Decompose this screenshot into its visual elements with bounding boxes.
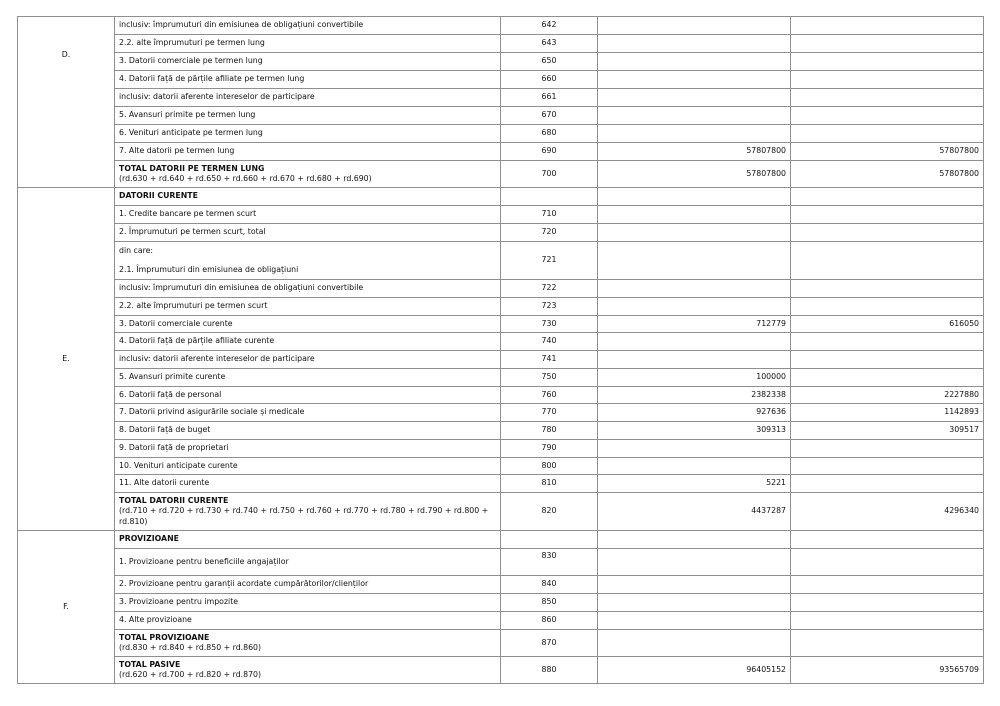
row-code: 790 [501, 439, 598, 457]
value-column-2-cell [791, 206, 984, 224]
row-formula: (rd.620 + rd.700 + rd.820 + rd.870) [119, 670, 262, 679]
table-row [18, 475, 984, 493]
row-label: 3. Provizioane pentru impozite [115, 594, 501, 612]
value-column-1-cell: 2382338 [598, 386, 791, 404]
value-column-2-cell: 57807800 [791, 143, 984, 161]
value-column-1-cell: 96405152 [598, 657, 791, 684]
row-intro: din care: [119, 245, 154, 255]
row-label: 7. Alte datorii pe termen lung [115, 143, 501, 161]
table-row [18, 549, 984, 576]
value-column-2-cell [791, 351, 984, 369]
row-label: 6. Datorii față de personal [115, 386, 501, 404]
table-row [18, 35, 984, 53]
table-row-total [18, 493, 984, 531]
section-letter: E. [18, 188, 115, 531]
row-label: 2. Împrumuturi pe termen scurt, total [115, 224, 501, 242]
row-label: 4. Alte provizioane [115, 612, 501, 630]
row-label: 6. Venituri anticipate pe termen lung [115, 125, 501, 143]
row-label: 10. Venituri anticipate curente [115, 457, 501, 475]
row-label: 1. Provizioane pentru beneficiile angajaților [115, 549, 501, 576]
row-code: 680 [501, 125, 598, 143]
value-column-1-cell: 4437287 [598, 493, 791, 531]
row-code: 730 [501, 315, 598, 333]
row-code: 840 [501, 576, 598, 594]
row-label: 2.2. alte împrumuturi pe termen lung [115, 35, 501, 53]
value-column-2-cell: 2227880 [791, 386, 984, 404]
row-code: 660 [501, 71, 598, 89]
row-code: 810 [501, 475, 598, 493]
table-row [18, 333, 984, 351]
row-label: 11. Alte datorii curente [115, 475, 501, 493]
row-label: 5. Avansuri primite pe termen lung [115, 107, 501, 125]
row-code: 720 [501, 224, 598, 242]
value-column-1-cell [598, 297, 791, 315]
row-code: 870 [501, 630, 598, 657]
value-column-1-cell: 57807800 [598, 161, 791, 188]
row-code: 850 [501, 594, 598, 612]
value-column-1-cell [598, 53, 791, 71]
row-label: inclusiv: datorii aferente intereselor de participare [115, 351, 501, 369]
value-column-1-cell [598, 280, 791, 298]
row-formula: (rd.710 + rd.720 + rd.730 + rd.740 + rd.750 + rd.760 + rd.770 + rd.780 + rd.790 + rd.800 + rd.810) [119, 506, 489, 526]
value-column-1-cell [598, 71, 791, 89]
value-column-2-cell [791, 439, 984, 457]
row-label: inclusiv: împrumuturi din emisiunea de obligațiuni convertibile [115, 280, 501, 298]
table-row-header [18, 531, 984, 549]
row-label [115, 630, 501, 657]
row-code: 830 [501, 549, 598, 576]
value-column-2-cell: 57807800 [791, 161, 984, 188]
value-column-2-cell [791, 333, 984, 351]
value-column-2-cell [791, 17, 984, 35]
value-column-1-cell: 309313 [598, 422, 791, 440]
table-row [18, 594, 984, 612]
table-row-total [18, 630, 984, 657]
row-code: 650 [501, 53, 598, 71]
table-row [18, 107, 984, 125]
value-column-1-cell [598, 206, 791, 224]
row-code: 690 [501, 143, 598, 161]
value-column-2-cell [791, 368, 984, 386]
value-column-2-cell: 1142893 [791, 404, 984, 422]
row-label [115, 493, 501, 531]
value-column-2-cell [791, 612, 984, 630]
row-title: DATORII CURENTE [119, 191, 198, 201]
value-column-2-cell: 309517 [791, 422, 984, 440]
value-column-2-cell [791, 89, 984, 107]
row-label: 5. Avansuri primite curente [115, 368, 501, 386]
value-column-1-cell: 57807800 [598, 143, 791, 161]
row-code: 740 [501, 333, 598, 351]
value-column-1-cell [598, 549, 791, 576]
row-label: 2. Provizioane pentru garanții acordate cumpărătorilor/clienților [115, 576, 501, 594]
table-row-header [18, 188, 984, 206]
value-column-1-cell [598, 457, 791, 475]
row-code: 722 [501, 280, 598, 298]
value-column-2-cell: 93565709 [791, 657, 984, 684]
value-column-1-cell [598, 630, 791, 657]
row-label: inclusiv: împrumuturi din emisiunea de obligațiuni convertibile [115, 17, 501, 35]
value-column-2-cell [791, 224, 984, 242]
value-column-2-cell [791, 549, 984, 576]
row-sublabel: 2.1. Împrumuturi din emisiunea de obligațiuni [119, 264, 299, 274]
value-column-2-cell [791, 576, 984, 594]
row-code: 721 [501, 242, 598, 280]
row-code: 880 [501, 657, 598, 684]
row-code: 750 [501, 368, 598, 386]
table-row [18, 386, 984, 404]
table-row-total [18, 161, 984, 188]
section-e [18, 188, 984, 531]
table-row [18, 242, 984, 280]
table-row [18, 125, 984, 143]
row-label: 1. Credite bancare pe termen scurt [115, 206, 501, 224]
row-code: 643 [501, 35, 598, 53]
table-row [18, 71, 984, 89]
value-column-1-cell [598, 612, 791, 630]
value-column-1-cell [598, 17, 791, 35]
row-code [501, 531, 598, 549]
value-column-2-cell [791, 594, 984, 612]
table-row [18, 368, 984, 386]
value-column-1-cell [598, 224, 791, 242]
balance-sheet-table [17, 16, 984, 684]
row-code: 642 [501, 17, 598, 35]
table-row [18, 439, 984, 457]
value-column-2-cell [791, 53, 984, 71]
section-letter: D. [18, 17, 115, 188]
row-code: 741 [501, 351, 598, 369]
section-letter: F. [18, 531, 115, 684]
row-label: 2.2. alte împrumuturi pe termen scurt [115, 297, 501, 315]
value-column-1-cell [598, 594, 791, 612]
row-label: 4. Datorii față de părțile afiliate curente [115, 333, 501, 351]
value-column-2-cell [791, 297, 984, 315]
table-row [18, 280, 984, 298]
value-column-1-cell [598, 242, 791, 280]
value-column-2-cell [791, 35, 984, 53]
row-label: inclusiv: datorii aferente intereselor de participare [115, 89, 501, 107]
value-column-1-cell [598, 188, 791, 206]
row-title: TOTAL PROVIZIOANE [119, 632, 210, 642]
table-row [18, 53, 984, 71]
row-code [501, 188, 598, 206]
row-label [115, 188, 501, 206]
row-code: 780 [501, 422, 598, 440]
row-code: 661 [501, 89, 598, 107]
value-column-1-cell [598, 107, 791, 125]
table-row [18, 457, 984, 475]
row-formula: (rd.630 + rd.640 + rd.650 + rd.660 + rd.670 + rd.680 + rd.690) [119, 174, 372, 183]
row-label: 8. Datorii față de buget [115, 422, 501, 440]
value-column-1-cell [598, 439, 791, 457]
section-f [18, 531, 984, 684]
value-column-2-cell [791, 125, 984, 143]
row-title: TOTAL DATORII PE TERMEN LUNG [119, 163, 265, 173]
row-label [115, 531, 501, 549]
row-code: 710 [501, 206, 598, 224]
value-column-1-cell [598, 35, 791, 53]
row-label: 4. Datorii față de părțile afiliate pe termen lung [115, 71, 501, 89]
table-row [18, 422, 984, 440]
value-column-1-cell: 927636 [598, 404, 791, 422]
table-row [18, 224, 984, 242]
value-column-2-cell [791, 71, 984, 89]
row-code: 860 [501, 612, 598, 630]
row-label: 9. Datorii față de proprietari [115, 439, 501, 457]
row-label: 3. Datorii comerciale curente [115, 315, 501, 333]
section-d [18, 17, 984, 188]
value-column-1-cell [598, 333, 791, 351]
table-row [18, 315, 984, 333]
row-code: 670 [501, 107, 598, 125]
row-code: 700 [501, 161, 598, 188]
value-column-1-cell [598, 351, 791, 369]
row-label: 3. Datorii comerciale pe termen lung [115, 53, 501, 71]
row-formula: (rd.830 + rd.840 + rd.850 + rd.860) [119, 643, 262, 652]
row-label: 7. Datorii privind asigurările sociale și medicale [115, 404, 501, 422]
value-column-2-cell [791, 630, 984, 657]
row-title: TOTAL PASIVE [119, 659, 181, 669]
value-column-2-cell [791, 531, 984, 549]
table-row [18, 89, 984, 107]
value-column-1-cell: 712779 [598, 315, 791, 333]
row-label [115, 657, 501, 684]
value-column-2-cell [791, 242, 984, 280]
value-column-2-cell [791, 457, 984, 475]
table-row [18, 143, 984, 161]
table-row [18, 17, 984, 35]
value-column-2-cell [791, 188, 984, 206]
value-column-2-cell: 616050 [791, 315, 984, 333]
value-column-1-cell: 100000 [598, 368, 791, 386]
value-column-2-cell [791, 107, 984, 125]
value-column-2-cell [791, 475, 984, 493]
row-title: TOTAL DATORII CURENTE [119, 495, 229, 505]
value-column-2-cell: 4296340 [791, 493, 984, 531]
row-code: 770 [501, 404, 598, 422]
row-code: 760 [501, 386, 598, 404]
value-column-1-cell: 5221 [598, 475, 791, 493]
value-column-1-cell [598, 89, 791, 107]
table-row [18, 351, 984, 369]
table-row [18, 576, 984, 594]
row-code: 723 [501, 297, 598, 315]
value-column-1-cell [598, 576, 791, 594]
row-title: PROVIZIOANE [119, 534, 179, 544]
table-row-total [18, 657, 984, 684]
row-label [115, 161, 501, 188]
value-column-1-cell [598, 531, 791, 549]
row-code: 800 [501, 457, 598, 475]
row-code: 820 [501, 493, 598, 531]
table-row [18, 404, 984, 422]
table-row [18, 612, 984, 630]
value-column-2-cell [791, 280, 984, 298]
table-row [18, 206, 984, 224]
row-label [115, 242, 501, 280]
table-row [18, 297, 984, 315]
value-column-1-cell [598, 125, 791, 143]
